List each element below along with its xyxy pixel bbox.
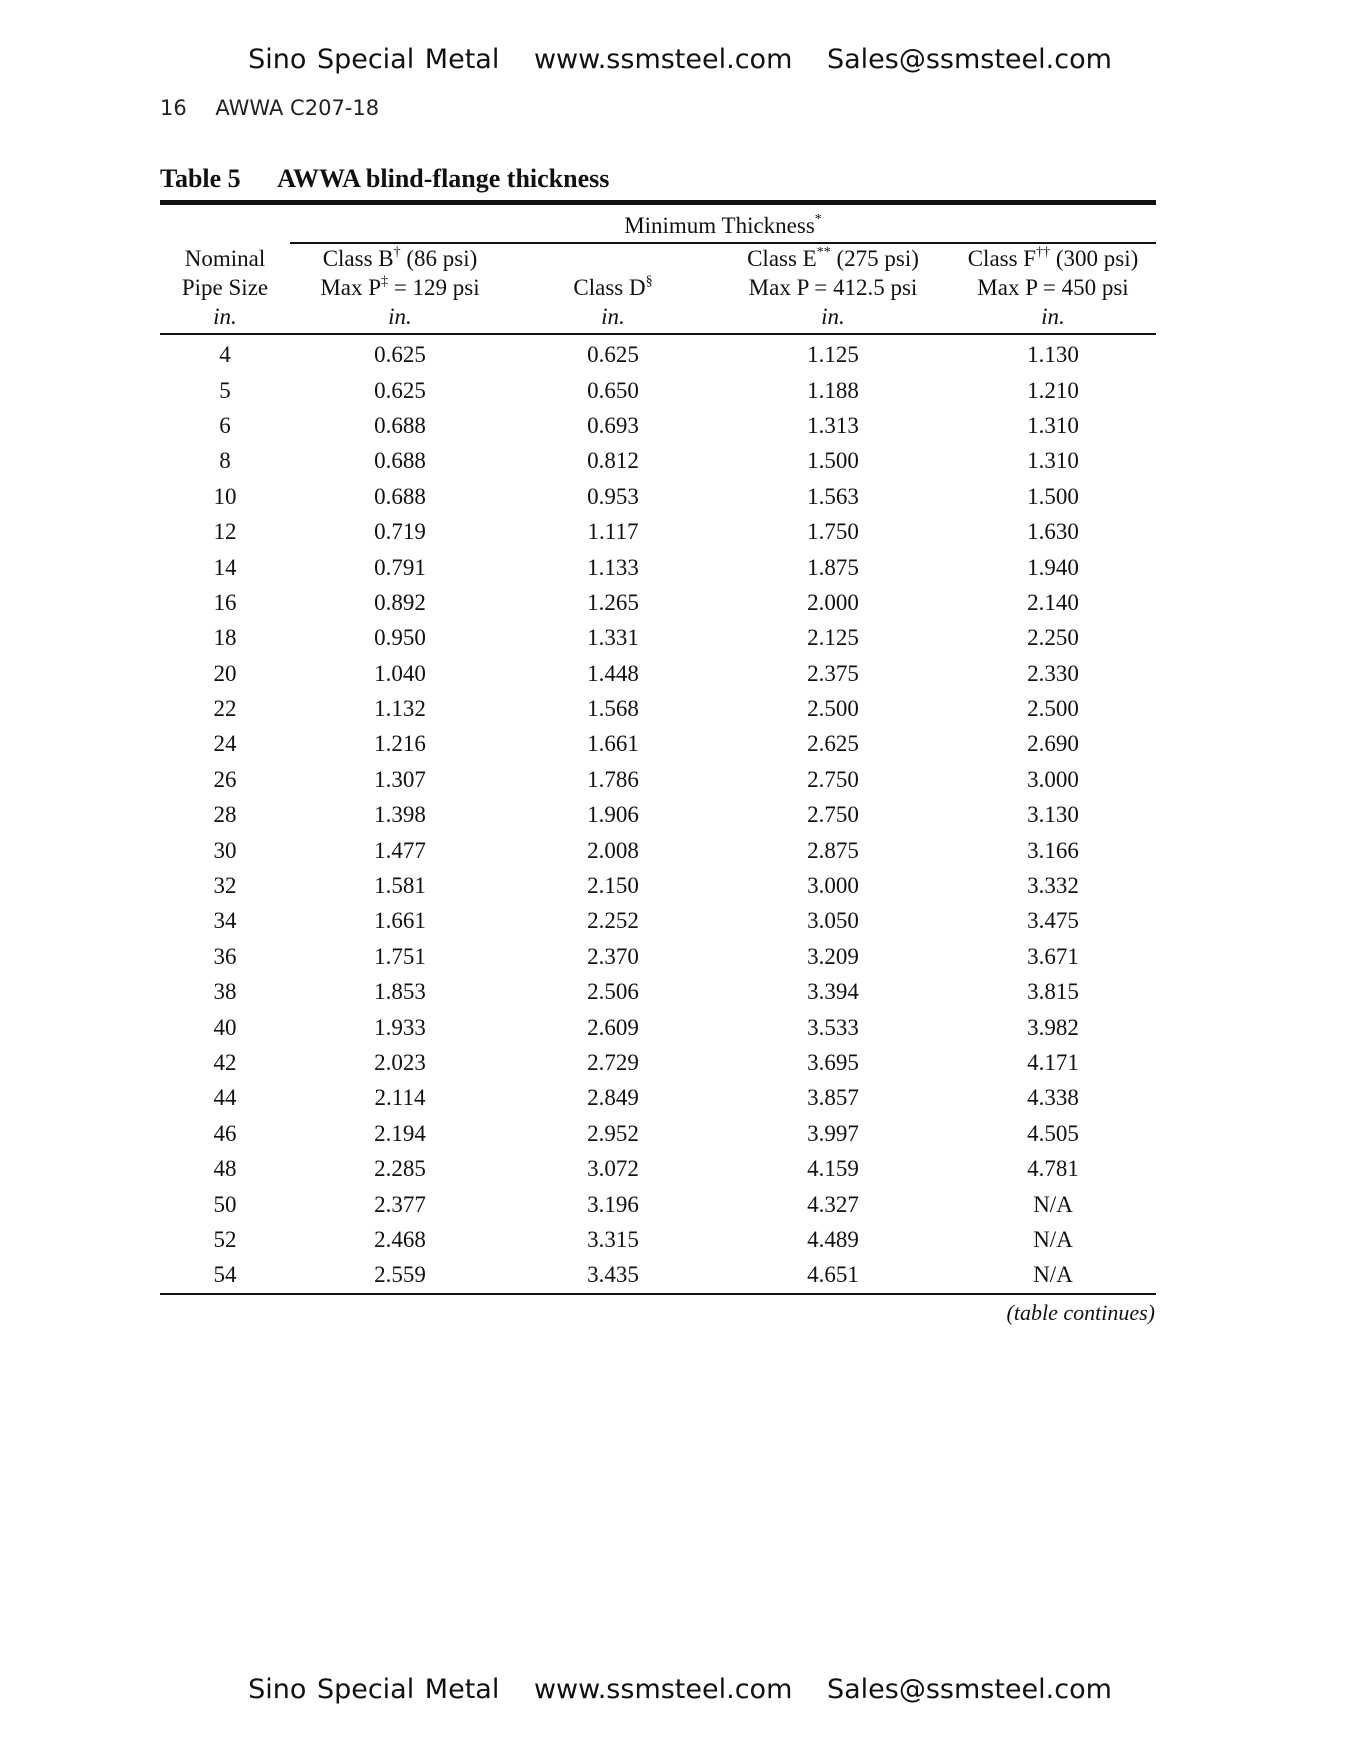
table-cell: N/A [1033, 1191, 1073, 1217]
table-cell: 2.008 [587, 837, 639, 863]
running-head [160, 96, 379, 120]
table-cell: 0.812 [587, 448, 639, 474]
table-cell: 3.072 [587, 1156, 639, 1182]
unit-label: in. [716, 302, 950, 334]
table-cell: 1.448 [587, 660, 639, 686]
table-row [160, 1186, 1156, 1221]
unit-label: in. [160, 302, 290, 334]
table-cell: 48 [213, 1156, 237, 1182]
table-row [160, 974, 1156, 1009]
col-header-text: Class E [747, 246, 817, 271]
table-cell: 34 [213, 908, 237, 934]
table-label: Table 5 [160, 164, 241, 193]
table-cell: 3.475 [1027, 908, 1079, 934]
table-cell: 1.117 [587, 519, 639, 545]
table-cell: 1.563 [807, 483, 859, 509]
footnote-mark: ** [816, 245, 831, 260]
table-cell: 26 [213, 766, 237, 792]
table-cell: 32 [213, 873, 237, 899]
table-row [160, 1151, 1156, 1186]
table-cell: 3.394 [807, 979, 859, 1005]
table-cell: 4.505 [1027, 1120, 1079, 1146]
table-row [160, 656, 1156, 691]
table-cell: 4.781 [1027, 1156, 1079, 1182]
unit-label: in. [290, 302, 510, 334]
table-cell: 4 [219, 342, 231, 368]
table-cell: 2.500 [807, 696, 859, 722]
table-cell: 1.750 [807, 519, 859, 545]
table-cell: 4.159 [807, 1156, 859, 1182]
footnote-mark: †† [1036, 245, 1051, 260]
table-cell: 0.719 [374, 519, 426, 545]
table-cell: 36 [213, 943, 237, 969]
col-header-class-e [716, 243, 950, 302]
table-title: AWWA blind-flange thickness [277, 164, 610, 193]
table-cell: 3.435 [510, 1257, 716, 1293]
table-cell: 1.040 [374, 660, 426, 686]
table-cell: 3.196 [587, 1191, 639, 1217]
watermark-email: Sales@ssmsteel.com [826, 44, 1112, 75]
unit-label: in. [950, 302, 1156, 334]
table-cell: 4.171 [1027, 1050, 1079, 1075]
table-cell: 8 [219, 448, 231, 474]
table-cell: 1.661 [587, 731, 639, 757]
table-cell: 44 [213, 1085, 237, 1111]
table-cell: 1.786 [587, 766, 639, 792]
table-continues-note: (table continues) [1006, 1300, 1155, 1325]
col-header-class-b [290, 243, 510, 302]
table-cell: 4.338 [1027, 1085, 1079, 1111]
table-cell: 0.953 [587, 483, 639, 509]
table-row [160, 868, 1156, 903]
table-cell: 3.050 [807, 908, 859, 934]
table-cell: 2.729 [587, 1050, 639, 1075]
table-cell: 3.000 [1027, 766, 1079, 792]
group-header-minimum-thickness [290, 205, 1156, 243]
watermark-footer [0, 1674, 1360, 1705]
units-row [160, 302, 1156, 334]
watermark-company: Sino Special Metal [248, 1674, 500, 1705]
table-cell: 3.982 [1027, 1014, 1079, 1040]
table-cell: 3.130 [1027, 802, 1079, 828]
table-cell: 1.568 [587, 696, 639, 722]
watermark-website: www.ssmsteel.com [533, 1674, 793, 1705]
table-cell: 3.209 [807, 943, 859, 969]
group-header-blank [160, 205, 290, 243]
table-cell: 1.477 [374, 837, 426, 863]
table-cell: 0.688 [374, 448, 426, 474]
table-row [160, 514, 1156, 549]
footnote-mark: ‡ [381, 274, 389, 289]
col-header-text: (86 psi) [400, 246, 478, 271]
col-header-text: Class B [322, 246, 394, 271]
table-row [160, 939, 1156, 974]
col-header-line1 [716, 244, 950, 273]
watermark-email: Sales@ssmsteel.com [826, 1674, 1112, 1705]
table-cell: 40 [213, 1014, 237, 1040]
table-cell: 2.952 [587, 1120, 639, 1146]
table-cell: 2.690 [1027, 731, 1079, 757]
table-row [160, 1009, 1156, 1044]
table-cell: 50 [213, 1191, 237, 1217]
table-cell: 2.250 [1027, 625, 1079, 651]
table-cell: 18 [213, 625, 237, 651]
group-header-text: Minimum Thickness [624, 213, 815, 238]
table-row [160, 408, 1156, 443]
col-header-class-d [510, 243, 716, 302]
group-header-row [160, 205, 1156, 243]
table-cell: 16 [213, 589, 237, 615]
table-cell: 2.252 [587, 908, 639, 934]
table-cell: 54 [160, 1257, 290, 1293]
col-header-text: (275 psi) [830, 246, 919, 271]
table-cell: 0.791 [374, 554, 426, 580]
table-cell: 52 [213, 1226, 237, 1252]
col-header-text: Class F [967, 246, 1037, 271]
col-header-line2: Pipe Size [181, 275, 269, 300]
table-cell: 0.650 [587, 377, 639, 403]
table-cell: 3.695 [807, 1050, 859, 1075]
table-row [160, 1257, 1156, 1293]
table-row [160, 443, 1156, 478]
table-cell: 0.688 [374, 483, 426, 509]
table-cell: 3.332 [1027, 873, 1079, 899]
thickness-table [160, 205, 1156, 1295]
table-row [160, 1045, 1156, 1080]
table-cell: 1.130 [1027, 342, 1079, 368]
table-cell: 10 [213, 483, 237, 509]
col-header-line2 [510, 273, 716, 302]
table-cell: 1.132 [374, 696, 426, 722]
col-header-line1 [290, 244, 510, 273]
watermark-website: www.ssmsteel.com [533, 44, 793, 75]
table-cell: 1.310 [1027, 448, 1079, 474]
table-cell: 2.330 [1027, 660, 1079, 686]
table-cell: 0.625 [374, 377, 426, 403]
table-cell: 2.285 [374, 1156, 426, 1182]
table-cell: 2.023 [374, 1050, 426, 1075]
table-cell: 1.216 [374, 731, 426, 757]
table-cell: 1.310 [1027, 412, 1079, 438]
table-cell: 2.140 [1027, 589, 1079, 615]
table-cell: 2.750 [807, 802, 859, 828]
col-header-line2: Max P = 450 psi [977, 275, 1129, 300]
table-cell: 2.370 [587, 943, 639, 969]
table-row [160, 620, 1156, 655]
table-cell: 2.750 [807, 766, 859, 792]
table-cell: 1.125 [807, 342, 859, 368]
table-cell: 1.875 [807, 554, 859, 580]
table-cell: 0.625 [587, 342, 639, 368]
table-cell: 2.506 [587, 979, 639, 1005]
table-cell: 1.940 [1027, 554, 1079, 580]
table-row [160, 797, 1156, 832]
table-cell: 12 [213, 519, 237, 545]
table-row [160, 479, 1156, 514]
footnote-mark: § [645, 274, 653, 289]
table-cell: 3.997 [807, 1120, 859, 1146]
col-header-nominal [160, 243, 290, 302]
table-cell: 2.114 [374, 1085, 426, 1111]
table-cell: 1.500 [1027, 483, 1079, 509]
table-cell: 6 [219, 412, 231, 438]
table-cell: 2.150 [587, 873, 639, 899]
col-header-text: (300 psi) [1050, 246, 1139, 271]
table-row [160, 691, 1156, 726]
table-cell: 0.688 [374, 412, 426, 438]
table-cell: 4.489 [807, 1226, 859, 1252]
table-row [160, 334, 1156, 372]
table-container [160, 200, 1156, 1295]
table-cell: 1.581 [374, 873, 426, 899]
watermark-header [0, 44, 1360, 75]
col-header-text: = 129 psi [388, 275, 480, 300]
col-header-text: Class D [573, 275, 646, 300]
table-cell: 46 [213, 1120, 237, 1146]
table-cell: 0.950 [374, 625, 426, 651]
table-cell: 1.210 [1027, 377, 1079, 403]
table-cell: 2.849 [587, 1085, 639, 1111]
table-cell: 3.857 [807, 1085, 859, 1111]
standard-name: AWWA C207-18 [215, 96, 380, 120]
col-header-line2: Max P = 412.5 psi [748, 275, 918, 300]
table-cell: 3.671 [1027, 943, 1079, 969]
table-cell: 30 [213, 837, 237, 863]
table-row [160, 726, 1156, 761]
table-cell: 1.751 [374, 943, 426, 969]
page-number: 16 [160, 96, 187, 120]
table-cell: 2.875 [807, 837, 859, 863]
table-cell: 1.661 [374, 908, 426, 934]
table-row [160, 903, 1156, 938]
table-cell: 0.892 [374, 589, 426, 615]
table-cell: 42 [213, 1050, 237, 1075]
table-cell: 20 [213, 660, 237, 686]
table-cell: 1.630 [1027, 519, 1079, 545]
table-cell: 2.375 [807, 660, 859, 686]
table-cell: 2.000 [807, 589, 859, 615]
col-header-line1 [950, 244, 1156, 273]
col-header-line2 [290, 273, 510, 302]
table-cell: 24 [213, 731, 237, 757]
table-cell: 1.265 [587, 589, 639, 615]
table-row [160, 1116, 1156, 1151]
table-cell: 2.468 [374, 1226, 426, 1252]
table-cell: 38 [213, 979, 237, 1005]
table-row [160, 585, 1156, 620]
col-header-line1: Nominal [184, 246, 266, 271]
table-cell: 3.533 [807, 1014, 859, 1040]
table-cell: 1.313 [807, 412, 859, 438]
watermark-company: Sino Special Metal [248, 44, 500, 75]
table-cell: 4.327 [807, 1191, 859, 1217]
table-cell: 2.559 [290, 1257, 510, 1293]
table-cell: 2.377 [374, 1191, 426, 1217]
table-cell: 1.307 [374, 766, 426, 792]
table-cell: 1.133 [587, 554, 639, 580]
column-header-row [160, 243, 1156, 302]
table-cell: 28 [213, 802, 237, 828]
col-header-class-f [950, 243, 1156, 302]
table-cell: 14 [213, 554, 237, 580]
table-cell: 2.125 [807, 625, 859, 651]
table-row [160, 762, 1156, 797]
table-cell: 3.315 [587, 1226, 639, 1252]
table-row [160, 549, 1156, 584]
table-cell: 3.166 [1027, 837, 1079, 863]
col-header-text: Max P [320, 275, 382, 300]
table-cell: N/A [950, 1257, 1156, 1293]
table-cell: 1.933 [374, 1014, 426, 1040]
table-cell: 1.906 [587, 802, 639, 828]
table-row [160, 1080, 1156, 1115]
table-cell: 5 [219, 377, 231, 403]
table-body [160, 334, 1156, 1294]
table-cell: 1.331 [587, 625, 639, 651]
table-cell: 2.609 [587, 1014, 639, 1040]
table-cell: 22 [213, 696, 237, 722]
table-cell: N/A [1033, 1226, 1073, 1252]
table-caption [160, 164, 609, 194]
table-cell: 0.693 [587, 412, 639, 438]
footnote-mark: † [393, 245, 401, 260]
table-row [160, 832, 1156, 867]
table-cell: 4.651 [716, 1257, 950, 1293]
table-cell: 1.500 [807, 448, 859, 474]
table-cell: 2.194 [374, 1120, 426, 1146]
table-cell: 3.815 [1027, 979, 1079, 1005]
table-cell: 1.853 [374, 979, 426, 1005]
table-row [160, 1222, 1156, 1257]
table-cell: 3.000 [807, 873, 859, 899]
table-row [160, 372, 1156, 407]
table-cell: 2.625 [807, 731, 859, 757]
table-cell: 1.398 [374, 802, 426, 828]
table-cell: 0.625 [374, 342, 426, 368]
table-cell: 1.188 [807, 377, 859, 403]
unit-label: in. [510, 302, 716, 334]
table-head [160, 205, 1156, 334]
table-cell: 2.500 [1027, 696, 1079, 722]
group-header-footnote-mark: * [814, 212, 822, 227]
